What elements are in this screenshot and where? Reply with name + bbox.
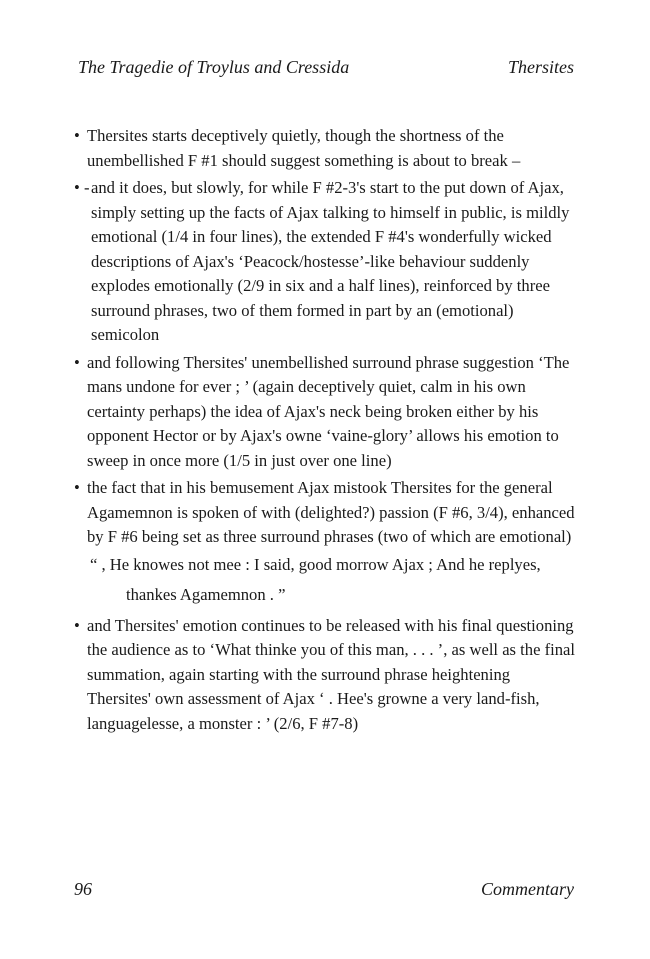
bullet-mark: •	[74, 352, 80, 372]
list-item	[74, 476, 576, 550]
bullet-text: and Thersites' emotion continues to be released with his final questioning the audience as to ‘What thinke you of this man, . . . ’, as well as the final summation, again starting with the surround phrase heightening Thersites' own assessment of Ajax ‘ . Hee's growne a very land-fish, languagelesse, a monster : ’ (2/6, F #7-8)	[87, 615, 575, 733]
bullet-text: and following Thersites' unembellished surround phrase suggestion ‘The mans undone for ever ; ’ (again deceptively quiet, calm in his own certainty perhaps) the idea of Ajax's neck being broken either by his opponent Hector or by Ajax's owne ‘vaine-glory’ allows his emotion to sweep in once more (1/5 in just over one line)	[87, 352, 570, 470]
list-item	[74, 351, 576, 474]
footer-section-title: Commentary	[481, 879, 574, 899]
running-footer	[74, 879, 574, 903]
quote-line-1: “ , He knowes not mee : I said, good morrow Ajax ; And he replyes,	[90, 554, 541, 574]
bullet-mark: •	[74, 478, 80, 497]
bullet-mark: •	[74, 615, 80, 635]
commentary-body	[74, 124, 576, 739]
bullet-text: and it does, but slowly, for while F #2-3's start to the put down of Ajax, simply setting up the facts of Ajax talking to himself in public, is mildly emotional (1/4 in four lines), the extended F #4's wonderfully wicked descriptions of Ajax's ‘Peacock/hostesse’-like behaviour suddenly explodes emotionally (2/9 in six and a half lines), reinforced by three surround phrases, two of them formed in part by an (emotional) semicolon	[91, 178, 570, 344]
quoted-passage	[90, 553, 576, 608]
running-header	[78, 57, 574, 83]
bullet-mark: •	[74, 126, 80, 145]
bullet-text: the fact that in his bemusement Ajax mistook Thersites for the general Agamemnon is spoken of with (delighted?) passion (F #6, 3/4), enhanced by F #6 being set as three surround phrases (two of which are emotional)	[87, 478, 575, 546]
page-number: 96	[74, 879, 92, 899]
list-item	[74, 124, 576, 173]
header-play-title: The Tragedie of Troylus and Cressida	[78, 57, 350, 77]
bullet-mark: • -	[74, 178, 90, 197]
list-item	[74, 176, 576, 348]
bullet-text: Thersites starts deceptively quietly, though the shortness of the unembellished F #1 should suggest something is about to break –	[87, 126, 521, 170]
header-character-name: Thersites	[507, 57, 574, 77]
quote-line-2: thankes Agamemnon . ”	[126, 585, 286, 604]
list-item	[74, 614, 576, 737]
